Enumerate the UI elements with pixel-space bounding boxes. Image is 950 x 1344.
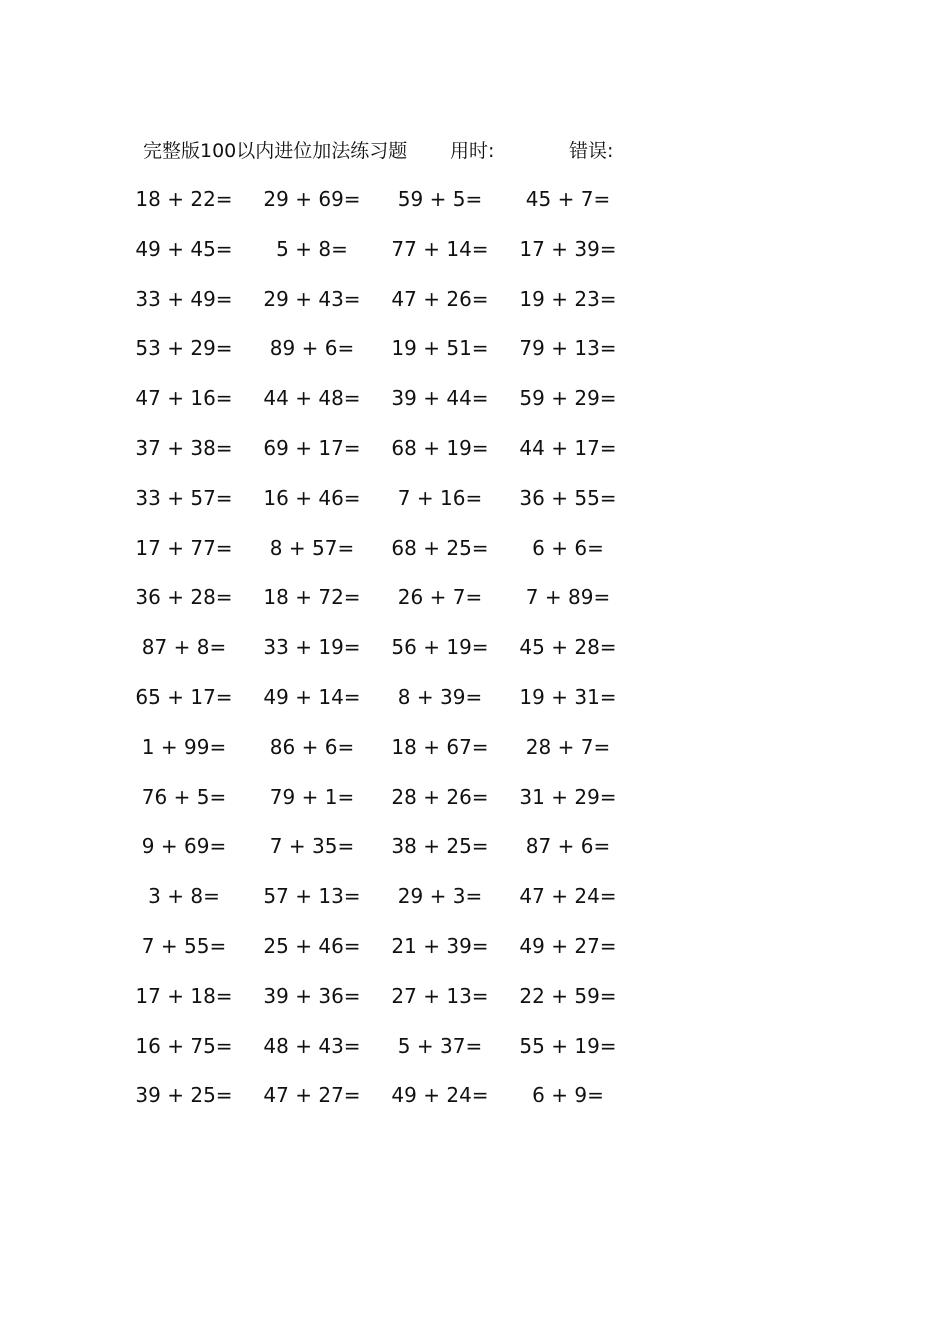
problem-row bbox=[0, 433, 950, 483]
addition-problem: 18 + 22= bbox=[135, 187, 233, 211]
problem-row bbox=[0, 831, 950, 881]
addition-problem: 18 + 72= bbox=[263, 585, 361, 610]
addition-problem: 9 + 69= bbox=[141, 834, 227, 859]
addition-problem: 68 + 19= bbox=[391, 435, 489, 460]
problem-row bbox=[0, 981, 950, 1031]
addition-problem: 17 + 18= bbox=[135, 983, 233, 1008]
time-used-label: 用时: bbox=[450, 140, 495, 162]
addition-problem: 65 + 17= bbox=[135, 684, 233, 709]
addition-problem: 49 + 24= bbox=[391, 1083, 489, 1108]
addition-problem: 79 + 1= bbox=[269, 784, 355, 809]
problem-row bbox=[0, 184, 950, 234]
worksheet-header bbox=[0, 136, 950, 166]
addition-problem: 47 + 26= bbox=[391, 286, 489, 311]
problem-row bbox=[0, 284, 950, 334]
addition-problem: 5 + 8= bbox=[276, 236, 348, 261]
error-count-label: 错误: bbox=[569, 140, 614, 162]
addition-problem: 27 + 13= bbox=[391, 983, 489, 1008]
addition-problem: 28 + 7= bbox=[525, 734, 611, 759]
problem-row bbox=[0, 383, 950, 433]
problem-grid bbox=[0, 184, 950, 1130]
worksheet-title: 完整版100以内进位加法练习题 bbox=[143, 140, 408, 162]
addition-problem: 25 + 46= bbox=[263, 933, 361, 958]
problem-row bbox=[0, 881, 950, 931]
addition-problem: 18 + 67= bbox=[391, 734, 489, 759]
addition-problem: 39 + 25= bbox=[135, 1083, 233, 1108]
addition-problem: 21 + 39= bbox=[391, 933, 489, 958]
addition-problem: 26 + 7= bbox=[397, 585, 483, 610]
addition-problem: 29 + 3= bbox=[397, 884, 483, 909]
addition-problem: 1 + 99= bbox=[141, 734, 227, 759]
addition-problem: 6 + 9= bbox=[532, 1083, 604, 1108]
addition-problem: 29 + 43= bbox=[263, 286, 361, 311]
addition-problem: 8 + 57= bbox=[269, 535, 355, 560]
addition-problem: 57 + 13= bbox=[263, 884, 361, 909]
addition-problem: 17 + 39= bbox=[519, 236, 617, 261]
addition-problem: 22 + 59= bbox=[519, 983, 617, 1008]
addition-problem: 7 + 55= bbox=[141, 933, 227, 958]
addition-problem: 45 + 7= bbox=[525, 187, 611, 211]
addition-problem: 47 + 27= bbox=[263, 1083, 361, 1108]
addition-problem: 33 + 57= bbox=[135, 485, 233, 510]
addition-problem: 28 + 26= bbox=[391, 784, 489, 809]
addition-problem: 48 + 43= bbox=[263, 1033, 361, 1058]
problem-row bbox=[0, 732, 950, 782]
addition-problem: 8 + 39= bbox=[397, 684, 483, 709]
addition-problem: 86 + 6= bbox=[269, 734, 355, 759]
addition-problem: 89 + 6= bbox=[269, 336, 355, 361]
addition-problem: 79 + 13= bbox=[519, 336, 617, 361]
addition-problem: 44 + 48= bbox=[263, 386, 361, 411]
problem-row bbox=[0, 333, 950, 383]
addition-problem: 47 + 24= bbox=[519, 884, 617, 909]
addition-problem: 17 + 77= bbox=[135, 535, 233, 560]
addition-problem: 36 + 55= bbox=[519, 485, 617, 510]
problem-row bbox=[0, 582, 950, 632]
addition-problem: 33 + 49= bbox=[135, 286, 233, 311]
addition-problem: 3 + 8= bbox=[148, 884, 220, 909]
addition-problem: 6 + 6= bbox=[532, 535, 604, 560]
addition-problem: 59 + 5= bbox=[397, 187, 483, 211]
addition-problem: 76 + 5= bbox=[141, 784, 227, 809]
addition-problem: 53 + 29= bbox=[135, 336, 233, 361]
addition-problem: 39 + 36= bbox=[263, 983, 361, 1008]
problem-row bbox=[0, 782, 950, 832]
addition-problem: 33 + 19= bbox=[263, 635, 361, 660]
addition-problem: 56 + 19= bbox=[391, 635, 489, 660]
addition-problem: 31 + 29= bbox=[519, 784, 617, 809]
problem-row bbox=[0, 1080, 950, 1130]
problem-row bbox=[0, 682, 950, 732]
addition-problem: 59 + 29= bbox=[519, 386, 617, 411]
addition-problem: 38 + 25= bbox=[391, 834, 489, 859]
addition-problem: 49 + 45= bbox=[135, 236, 233, 261]
addition-problem: 19 + 31= bbox=[519, 684, 617, 709]
addition-problem: 36 + 28= bbox=[135, 585, 233, 610]
addition-problem: 68 + 25= bbox=[391, 535, 489, 560]
addition-problem: 49 + 14= bbox=[263, 684, 361, 709]
addition-problem: 7 + 16= bbox=[397, 485, 483, 510]
addition-problem: 45 + 28= bbox=[519, 635, 617, 660]
addition-problem: 16 + 46= bbox=[263, 485, 361, 510]
addition-problem: 44 + 17= bbox=[519, 435, 617, 460]
addition-problem: 19 + 23= bbox=[519, 286, 617, 311]
addition-problem: 49 + 27= bbox=[519, 933, 617, 958]
problem-row bbox=[0, 931, 950, 981]
addition-problem: 87 + 8= bbox=[141, 635, 227, 660]
addition-problem: 19 + 51= bbox=[391, 336, 489, 361]
problem-row bbox=[0, 1031, 950, 1081]
problem-row bbox=[0, 533, 950, 583]
addition-problem: 7 + 35= bbox=[269, 834, 355, 859]
addition-problem: 47 + 16= bbox=[135, 386, 233, 411]
addition-problem: 29 + 69= bbox=[263, 187, 361, 211]
problem-row bbox=[0, 632, 950, 682]
problem-row bbox=[0, 234, 950, 284]
addition-problem: 5 + 37= bbox=[397, 1033, 483, 1058]
addition-problem: 39 + 44= bbox=[391, 386, 489, 411]
problem-row bbox=[0, 483, 950, 533]
addition-problem: 69 + 17= bbox=[263, 435, 361, 460]
addition-problem: 87 + 6= bbox=[525, 834, 611, 859]
addition-problem: 16 + 75= bbox=[135, 1033, 233, 1058]
addition-problem: 55 + 19= bbox=[519, 1033, 617, 1058]
addition-problem: 37 + 38= bbox=[135, 435, 233, 460]
addition-problem: 7 + 89= bbox=[525, 585, 611, 610]
addition-problem: 77 + 14= bbox=[391, 236, 489, 261]
